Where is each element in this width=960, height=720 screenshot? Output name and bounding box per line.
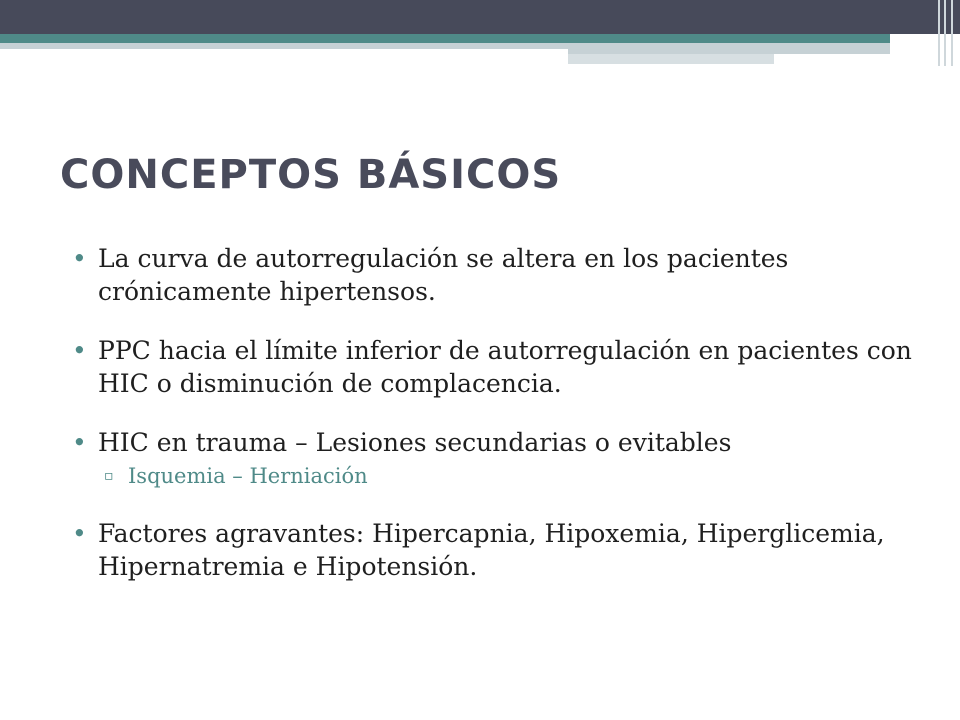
slide-body bbox=[72, 242, 932, 609]
bullet-text: PPC hacia el límite inferior de autorregulación en pacientes con HIC o disminución de complacencia. bbox=[98, 336, 912, 398]
header-vertical-line bbox=[951, 0, 953, 66]
bullet-text: Factores agravantes: Hipercapnia, Hipoxemia, Hiperglicemia, Hipernatremia e Hipotensión. bbox=[98, 519, 885, 581]
bullet-item bbox=[72, 242, 932, 308]
header-vertical-line bbox=[944, 0, 946, 66]
slide-title: CONCEPTOS BÁSICOS bbox=[60, 152, 562, 198]
header-light-band-bottom bbox=[568, 54, 774, 64]
sub-bullet-text: Isquemia – Herniación bbox=[128, 464, 368, 488]
bullet-dot-icon: • bbox=[72, 519, 87, 548]
bullet-dot-icon: • bbox=[72, 244, 87, 273]
bullet-item bbox=[72, 334, 932, 400]
header-bar bbox=[0, 0, 960, 34]
header-vertical-line bbox=[938, 0, 940, 66]
sub-bullet-item bbox=[72, 461, 932, 491]
bullet-item bbox=[72, 517, 932, 583]
bullet-text: La curva de autorregulación se altera en los pacientes crónicamente hipertensos. bbox=[98, 244, 789, 306]
bullet-item bbox=[72, 426, 932, 459]
bullet-dot-icon: • bbox=[72, 428, 87, 457]
bullet-text: HIC en trauma – Lesiones secundarias o evitables bbox=[98, 428, 732, 457]
square-bullet-icon: ▫ bbox=[104, 468, 114, 484]
bullet-dot-icon: • bbox=[72, 336, 87, 365]
header-accent-band bbox=[0, 34, 890, 43]
